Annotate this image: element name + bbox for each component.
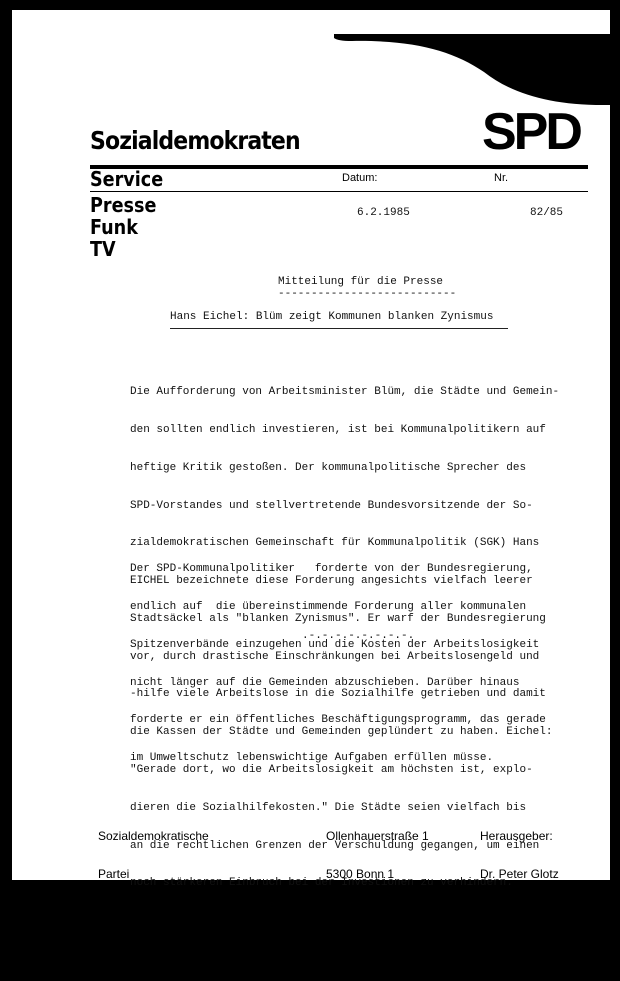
text-line: SPD-Vorstandes und stellvertretende Bundesvorsitzende der So- bbox=[130, 499, 533, 512]
heading-underline: --------------------------- bbox=[278, 288, 457, 300]
document-subject: Hans Eichel: Blüm zeigt Kommunen blanken Zynismus bbox=[170, 311, 494, 323]
footer-line: Ollenhauerstraße 1 bbox=[326, 829, 429, 843]
header-rule-thick bbox=[90, 165, 588, 169]
footer-line: Wolfgang Clement bbox=[480, 941, 579, 956]
text-line: EICHEL bezeichnete diese Forderung angesichts vielfach leerer bbox=[130, 575, 533, 588]
text-line: den sollten endlich investieren, ist bei Kommunalpolitikern auf bbox=[130, 423, 546, 436]
text-line: -hilfe viele Arbeitslose in die Sozialhilfe getrieben und damit bbox=[130, 688, 546, 701]
text-line: im Umweltschutz lebenswichtige Aufgaben erfüllen müsse. bbox=[130, 752, 494, 765]
letter-page bbox=[12, 10, 610, 956]
footer-line: Herausgeber: bbox=[480, 829, 553, 843]
media-funk: Funk bbox=[90, 215, 138, 239]
service-label: Service bbox=[90, 167, 164, 191]
spd-logo: SPD bbox=[482, 103, 580, 161]
document-date: 6.2.1985 bbox=[357, 207, 410, 219]
text-line: zialdemokratischen Gemeinschaft für Kommunalpolitik (SGK) Hans bbox=[130, 537, 540, 550]
header-rule-thin bbox=[90, 191, 588, 192]
brand-name: Sozialdemokraten bbox=[90, 126, 300, 155]
footer-line: Telex 0886306 bbox=[326, 941, 405, 956]
media-tv: TV bbox=[90, 237, 116, 261]
text-line: noch stärkeren Einbruch bei der Investionen zu verhindern. bbox=[130, 877, 513, 890]
footer-line: Sozialdemokratische bbox=[98, 829, 209, 843]
text-line: forderte er ein öffentliches Beschäftigungsprogramm, das gerade bbox=[130, 714, 546, 727]
text-line: dieren die Sozialhilfekosten." Die Städte seien vielfach bis bbox=[130, 801, 527, 814]
document-number: 82/85 bbox=[530, 207, 564, 219]
text-line: nicht länger auf die Gemeinden abzuschieben. Darüber hinaus bbox=[130, 676, 520, 689]
footer-line: Redaktion: bbox=[480, 904, 538, 918]
text-line: heftige Kritik gestoßen. Der kommunalpolitische Sprecher des bbox=[130, 461, 527, 474]
end-mark: .-.-.-.-.-.-.-.-. bbox=[302, 630, 415, 642]
text-line: die Kassen der Städte und Gemeinden geplündert zu haben. Eichel: bbox=[130, 726, 553, 739]
text-line: Spitzenverbände einzugehen und die Kosten der Arbeitslosigkeit bbox=[130, 638, 540, 651]
footer-line: Dr. Peter Glotz bbox=[480, 866, 559, 881]
footer-editors bbox=[480, 805, 579, 980]
text-line: vor, durch drastische Einschränkungen bei Arbeitslosengeld und bbox=[130, 650, 540, 663]
footer-line: Deutschlands bbox=[98, 904, 171, 918]
date-label: Datum: bbox=[342, 172, 378, 184]
letterhead-wave-graphic bbox=[12, 10, 610, 110]
document-heading: Mitteilung für die Presse bbox=[278, 276, 444, 288]
number-label: Nr. bbox=[494, 172, 509, 184]
text-line: Stadtsäckel als "blanken Zynismus". Er warf der Bundesregierung bbox=[130, 612, 546, 625]
media-presse: Presse bbox=[90, 193, 157, 217]
subject-underline bbox=[170, 328, 508, 329]
footer-line: 5300 Bonn 1 bbox=[326, 866, 395, 881]
text-line: Der SPD-Kommunalpolitiker forderte von der Bundesregierung, bbox=[130, 563, 533, 576]
text-line: Die Aufforderung von Arbeitsminister Blüm, die Städte und Gemein- bbox=[130, 386, 560, 399]
paragraph-2 bbox=[130, 538, 570, 790]
text-line: "Gerade dort, wo die Arbeitslosigkeit am höchsten ist, explo- bbox=[130, 764, 533, 776]
footer-line: Partei bbox=[98, 866, 130, 881]
footer-party bbox=[98, 805, 209, 980]
text-line: an die rechtlichen Grenzen der Verschuldung gegangen, um einen bbox=[130, 839, 540, 852]
text-line: endlich auf die übereinstimmende Forderung aller kommunalen bbox=[130, 600, 527, 613]
footer-line: Der Parteivorstand bbox=[98, 941, 199, 956]
footer-line: Telefon (0228) 532-300 bbox=[326, 904, 451, 918]
footer-address bbox=[326, 805, 450, 980]
